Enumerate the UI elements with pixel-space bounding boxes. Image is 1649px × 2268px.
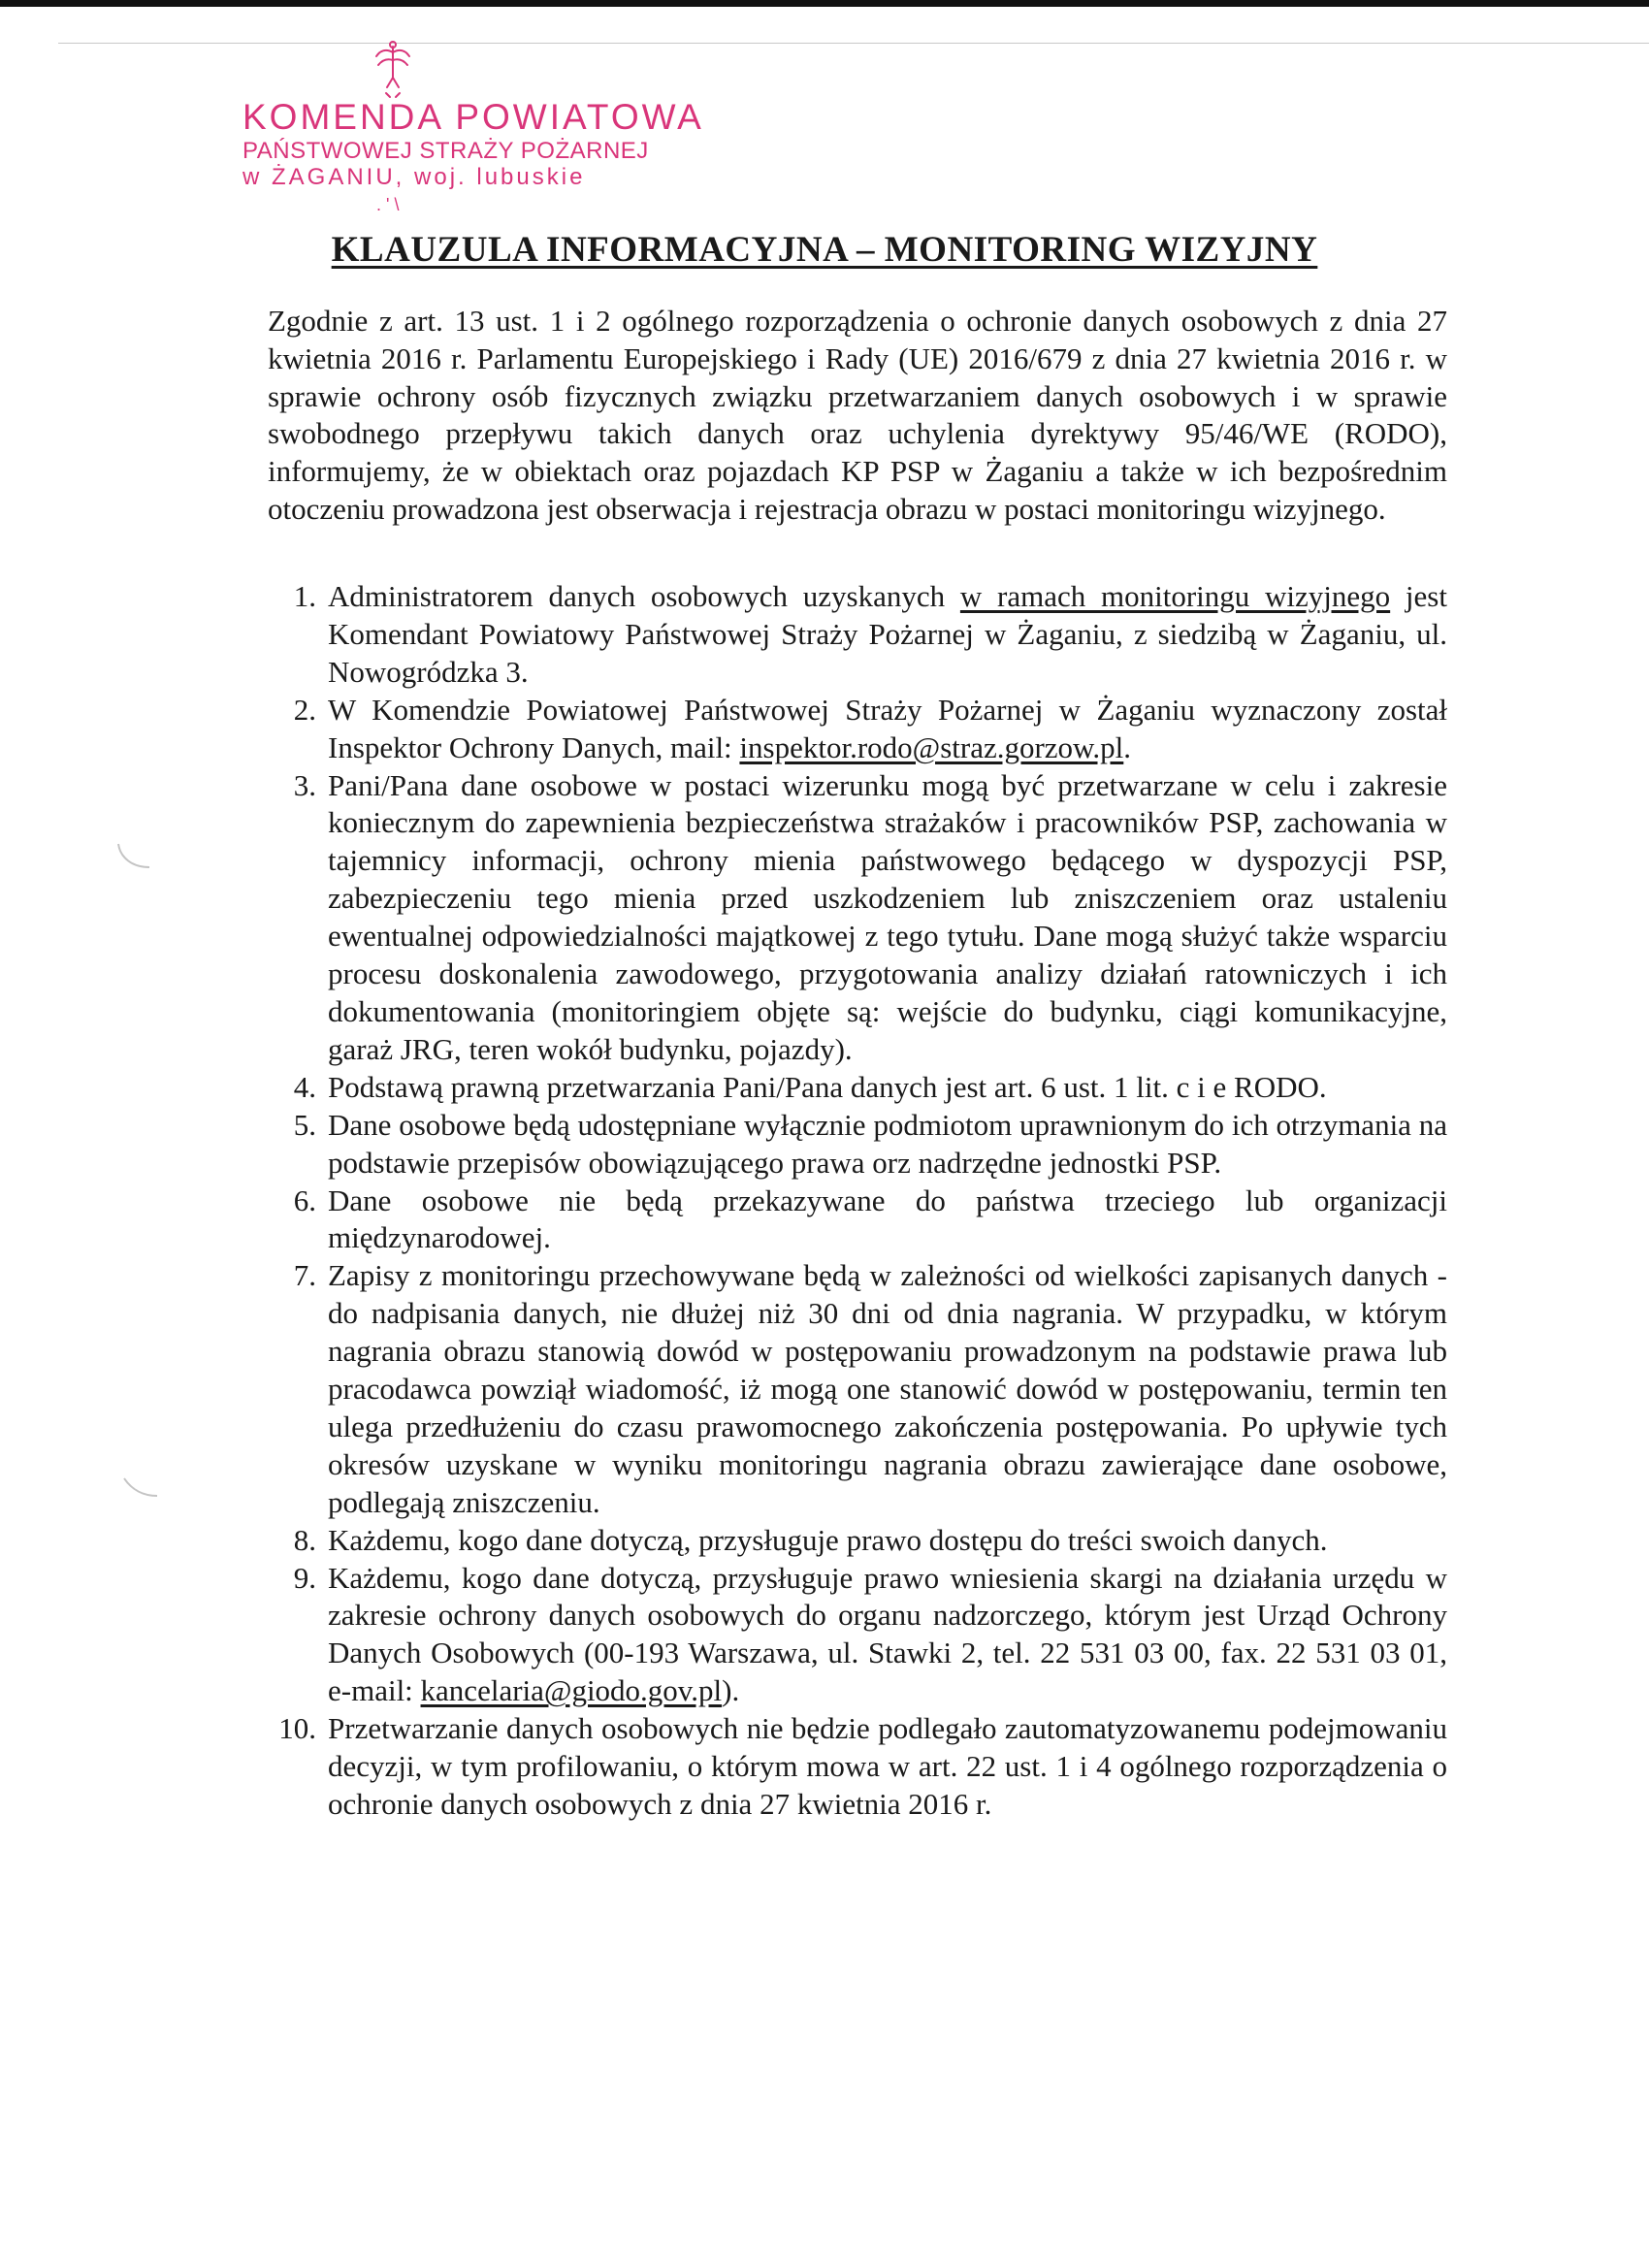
item-text: Zapisy z monitoringu przechowywane będą w zależności od wielkości zapisanych danych - do nadpisania danych, nie dłużej niż 30 dni od dnia nagrania. W przypadku, w którym nagrania obrazu stanowią dowód w postępowaniu prowadzonym na podstawie prawa lub pracodawca powziął wiadomość, iż mogą one stanowić dowód w postępowaniu, termin ten ulega przedłużeniu do czasu prawomocnego zakończenia postępowania. Po upływie tych okresów uzyskane w wyniku monitoringu nagrania obrazu zawierające dane osobowe, podlegają zniszczeniu. <box>328 1258 1447 1519</box>
item-number: 7. <box>293 1258 316 1293</box>
eagle-emblem-icon <box>369 39 417 102</box>
item-text: Każdemu, kogo dane dotyczą, przysługuje prawo wniesienia skargi na działania urzędu w zakresie ochrony danych osobowych do organu nadzorczego, którym jest Urząd Ochrony Danych Osobowych (00-193 Warszawa, ul. Stawki 2, tel. 22 531 03 00, fax. 22 531 03 01, e-mail: <box>328 1560 1447 1708</box>
scan-top-border <box>0 0 1649 7</box>
info-clauses-list <box>268 578 1447 1824</box>
stamp-line-2: PAŃSTWOWEJ STRAŻY POŻARNEJ <box>242 138 649 164</box>
item-text: Każdemu, kogo dane dotyczą, przysługuje prawo dostępu do treści swoich danych. <box>328 1522 1328 1557</box>
item-number: 9. <box>293 1560 316 1595</box>
item-text: Administratorem danych osobowych uzyskanych <box>328 579 960 613</box>
punch-hole-mark-icon <box>114 842 153 869</box>
item-number: 5. <box>293 1107 316 1142</box>
item-text-tail: ). <box>722 1673 740 1708</box>
item-text: Dane osobowe będą udostępniane wyłącznie podmiotom uprawnionym do ich otrzymania na podstawie przepisów obowiązującego prawa orz nadrzędne jednostki PSP. <box>328 1107 1447 1180</box>
item-text: Pani/Pana dane osobowe w postaci wizerunku mogą być przetwarzane w celu i zakresie koniecznym do zapewnienia bezpieczeństwa strażaków i pracowników PSP, zachowania w tajemnicy informacji, ochrony mienia państwowego będącego w dyspozycji PSP, zabezpieczeniu tego mienia przed uszkodzeniem lub zniszczeniem oraz ustaleniu ewentualnej odpowiedzialności majątkowej z tego tytułu. Dane mogą służyć także wsparciu procesu doskonalenia zawodowego, przygotowania analizy działań ratowniczych i ich dokumentowania (monitoringiem objęte są: wejście do budynku, ciągi komunikacyjne, garaż JRG, teren wokół budynku, pojazdy). <box>328 767 1447 1066</box>
list-item <box>268 1257 1447 1521</box>
item-number: 1. <box>293 579 316 613</box>
item-text: Podstawą prawną przetwarzania Pani/Pana danych jest art. 6 ust. 1 lit. c i e RODO. <box>328 1069 1327 1104</box>
intro-paragraph: Zgodnie z art. 13 ust. 1 i 2 ogólnego rozporządzenia o ochronie danych osobowych z dnia 27 kwietnia 2016 r. Parlamentu Europejskiego i Rady (UE) 2016/679 z dnia 27 kwietnia 2016 r. w sprawie ochrony osób fizycznych związku przetwarzaniem danych osobowych i w sprawie swobodnego przepływu takich danych oraz uchylenia dyrektywy 95/46/WE (RODO), informujemy, że w obiektach oraz pojazdach KP PSP w Żaganiu a także w ich bezpośrednim otoczeniu prowadzona jest obserwacja i rejestracja obrazu w postaci monitoringu wizyjnego. <box>268 304 1447 526</box>
item-text: Przetwarzanie danych osobowych nie będzie podlegało zautomatyzowanemu podejmowaniu decyzji, w tym profilowaniu, o którym mowa w art. 22 ust. 1 i 4 ogólnego rozporządzenia o ochronie danych osobowych z dnia 27 kwietnia 2016 r. <box>328 1711 1447 1821</box>
document-title: KLAUZULA INFORMACYJNA – MONITORING WIZYJNY <box>331 230 1318 270</box>
stamp-line-1: KOMENDA POWIATOWA <box>242 97 704 137</box>
list-item <box>268 1107 1447 1183</box>
item-number: 3. <box>293 767 316 802</box>
item-text-tail: jest Komendant Powiatowy Państwowej Straży Pożarnej w Żaganiu, z siedzibą w Żaganiu, ul. Nowogródzka 3. <box>328 579 1447 689</box>
list-item <box>268 1710 1447 1824</box>
email-link-giodo[interactable]: kancelaria@giodo.gov.pl <box>420 1673 723 1708</box>
list-item <box>268 767 1447 1069</box>
stamp-line-3: w ŻAGANIU, woj. lubuskie <box>242 164 586 190</box>
item-number: 10. <box>278 1711 316 1746</box>
list-item <box>268 1560 1447 1711</box>
list-item <box>268 1183 1447 1258</box>
item-text-tail: . <box>1123 729 1132 764</box>
item-number: 2. <box>293 692 316 727</box>
item-number: 4. <box>293 1069 316 1104</box>
list-item <box>268 1522 1447 1560</box>
institution-stamp <box>242 39 704 223</box>
item-text: W Komendzie Powiatowej Państwowej Straży Pożarnej w Żaganiu wyznaczony został Inspektor Ochrony Danych, mail: <box>328 692 1447 764</box>
punch-hole-mark-icon <box>122 1474 161 1502</box>
item-number: 8. <box>293 1522 316 1557</box>
list-item <box>268 578 1447 692</box>
list-item <box>268 1069 1447 1107</box>
list-item <box>268 692 1447 767</box>
stamp-dots: . ' \ <box>376 195 400 214</box>
email-link-iod[interactable]: inspektor.rodo@straz.gorzow.pl <box>739 729 1124 764</box>
item-text: Dane osobowe nie będą przekazywane do państwa trzeciego lub organizacji międzynarodowej. <box>328 1183 1447 1255</box>
underlined-phrase: w ramach monitoringu wizyjnego <box>959 579 1391 613</box>
item-number: 6. <box>293 1183 316 1217</box>
